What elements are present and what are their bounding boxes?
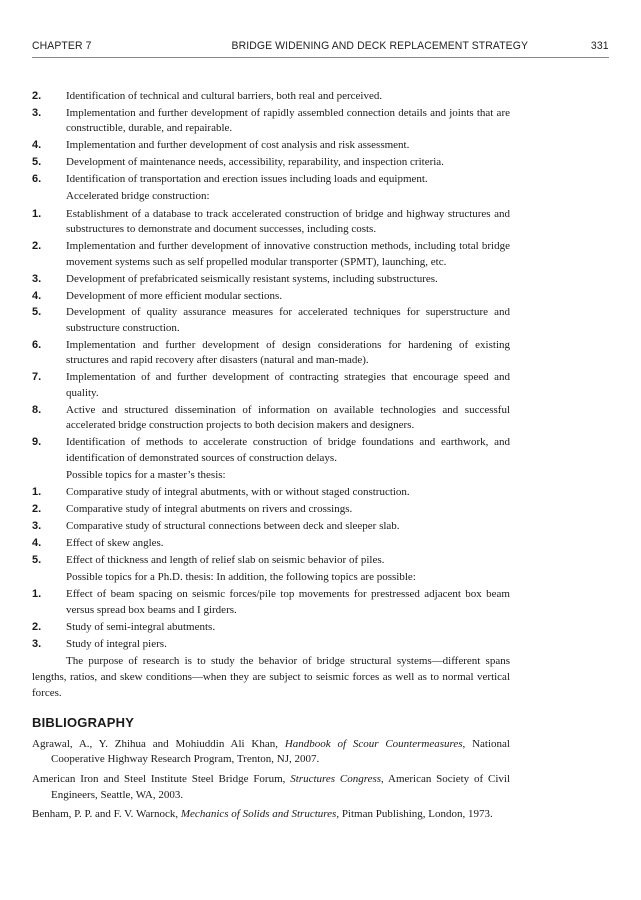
list-number: 3. <box>32 637 42 650</box>
list-item <box>32 155 510 171</box>
list-number: 4. <box>32 289 42 302</box>
list-text: Effect of thickness and length of relief slab on seismic behavior of piles. <box>66 553 385 566</box>
bibliography-heading: BIBLIOGRAPHY <box>32 715 135 731</box>
list-number: 4. <box>32 537 42 550</box>
list-text: Active and structured dissemination of information on available technologies and successful accelerated bridge construction projects to both decision makers and designers. <box>66 403 510 432</box>
list-number: 7. <box>32 371 42 384</box>
list-number: 2. <box>32 503 42 516</box>
purpose-paragraph: The purpose of research is to study the behavior of bridge structural systems—different spans lengths, ratios, and skew conditions—when they are subject to seismic forces as well as to normal vertical forces. <box>32 655 510 699</box>
list-number: 1. <box>32 486 42 499</box>
list-number: 3. <box>32 520 42 533</box>
list-text: Development of quality assurance measures for accelerated techniques for superstructure and substructure construction. <box>66 306 510 334</box>
list-number: 2. <box>32 620 42 633</box>
phd-intro: Possible topics for a Ph.D. thesis: In addition, the following topics are possible: <box>66 570 416 583</box>
list-text: Effect of skew angles. <box>66 537 164 550</box>
list-item <box>32 289 510 305</box>
list-number: 1. <box>32 207 42 220</box>
chapter-title: BRIDGE WIDENING AND DECK REPLACEMENT STRATEGY <box>231 40 529 52</box>
reference-authors: Agrawal, A., Y. Zhihua and Mohiuddin Ali Khan, <box>32 737 285 750</box>
list-number: 3. <box>32 272 42 285</box>
list-text: Identification of technical and cultural barriers, both real and perceived. <box>66 90 383 102</box>
list-number: 2. <box>32 90 42 102</box>
list-number: 5. <box>32 553 42 566</box>
list-item <box>32 403 510 434</box>
reference-authors: Benham, P. P. and F. V. Warnock, <box>32 808 181 821</box>
list-number: 6. <box>32 173 42 186</box>
reference-list <box>32 737 510 823</box>
list-item <box>32 485 510 501</box>
list-number: 1. <box>32 588 42 601</box>
list-item <box>32 435 510 466</box>
list-item <box>32 637 510 653</box>
list-item <box>32 106 510 137</box>
reference-publisher: , National Cooperative Highway Research Program, Trenton, NJ, 2007. <box>51 737 510 766</box>
list-text: Development of maintenance needs, accessibility, reparability, and inspection criteria. <box>66 156 444 169</box>
list-item <box>32 519 510 535</box>
list-number: 6. <box>32 338 42 351</box>
list-text: Study of semi-integral abutments. <box>66 620 216 633</box>
list-number: 5. <box>32 156 42 169</box>
list-item <box>32 620 510 636</box>
chapter-label: CHAPTER 7 <box>32 40 92 52</box>
list-text: Implementation of and further development of contracting strategies that encourage speed and quality. <box>66 371 510 399</box>
list-text: Comparative study of integral abutments on rivers and crossings. <box>66 503 353 516</box>
list-number: 5. <box>32 306 42 319</box>
list-text: Implementation and further development of design considerations for hardening of existing structures and rapid recovery after disasters (natural and man-made). <box>66 338 510 367</box>
list-item <box>32 305 510 336</box>
list-item <box>32 239 510 270</box>
list-text: Implementation and further development of innovative construction methods, including total bridge movement systems such as self propelled modular transporter (SPMT), launching, etc. <box>66 240 510 268</box>
phd-topics-list <box>32 587 510 652</box>
list-text: Identification of transportation and erection issues including loads and equipment. <box>66 173 428 186</box>
list-number: 9. <box>32 436 42 449</box>
list-text: Establishment of a database to track accelerated construction of bridge and highway structures and substructures to demonstrate and document successes, including costs. <box>66 207 510 236</box>
reference-authors: American Iron and Steel Institute Steel Bridge Forum, <box>32 772 291 785</box>
masters-topics-list <box>32 485 510 568</box>
list-item <box>32 207 510 238</box>
list-number: 4. <box>32 139 42 152</box>
reference-title: Handbook of Scour Countermeasures <box>284 737 463 750</box>
list-item <box>32 536 510 552</box>
list-item <box>32 89 510 105</box>
running-header <box>32 40 609 56</box>
reference-publisher: , Pitman Publishing, London, 1973. <box>336 808 493 821</box>
reference-entry <box>32 737 510 768</box>
reference-publisher: , American Society of Civil Engineers, Seattle, WA, 2003. <box>51 772 510 801</box>
list-text: Comparative study of integral abutments, with or without staged construction. <box>66 486 410 499</box>
reference-entry <box>32 807 510 823</box>
list-number: 3. <box>32 106 42 119</box>
list-number: 2. <box>32 240 42 253</box>
header-rule <box>32 57 609 58</box>
list-item <box>32 172 510 188</box>
list-item <box>32 370 510 401</box>
page-number: 331 <box>590 40 609 52</box>
list-text: Implementation and further development of cost analysis and risk assessment. <box>66 139 410 152</box>
list-text: Comparative study of structural connections between deck and sleeper slab. <box>66 520 400 533</box>
list-text: Study of integral piers. <box>66 637 167 650</box>
list-text: Effect of beam spacing on seismic forces/pile top movements for prestressed adjacent box beam versus spread box beams and I girders. <box>66 588 510 617</box>
reference-title: Mechanics of Solids and Structures <box>180 808 337 821</box>
research-needs-list <box>32 89 510 188</box>
list-item <box>32 587 510 618</box>
list-item <box>32 553 510 569</box>
list-item <box>32 272 510 288</box>
masters-intro: Possible topics for a master’s thesis: <box>66 468 226 481</box>
list-text: Implementation and further development of rapidly assembled connection details and joints that are constructible, durable, and repairable. <box>66 106 510 135</box>
list-item <box>32 338 510 369</box>
page-body <box>32 89 510 827</box>
list-text: Development of prefabricated seismically resistant systems, including substructures. <box>66 272 438 285</box>
accelerated-construction-list <box>32 207 510 467</box>
reference-entry <box>32 772 510 803</box>
accelerated-intro: Accelerated bridge construction: <box>66 190 210 203</box>
list-number: 8. <box>32 403 42 416</box>
list-item <box>32 138 510 154</box>
list-item <box>32 502 510 518</box>
reference-title: Structures Congress <box>290 772 382 785</box>
list-text: Development of more efficient modular sections. <box>66 289 283 302</box>
list-text: Identification of methods to accelerate construction of bridge foundations and earthwork, and identification of demonstrated sources of construction delays. <box>66 436 510 464</box>
